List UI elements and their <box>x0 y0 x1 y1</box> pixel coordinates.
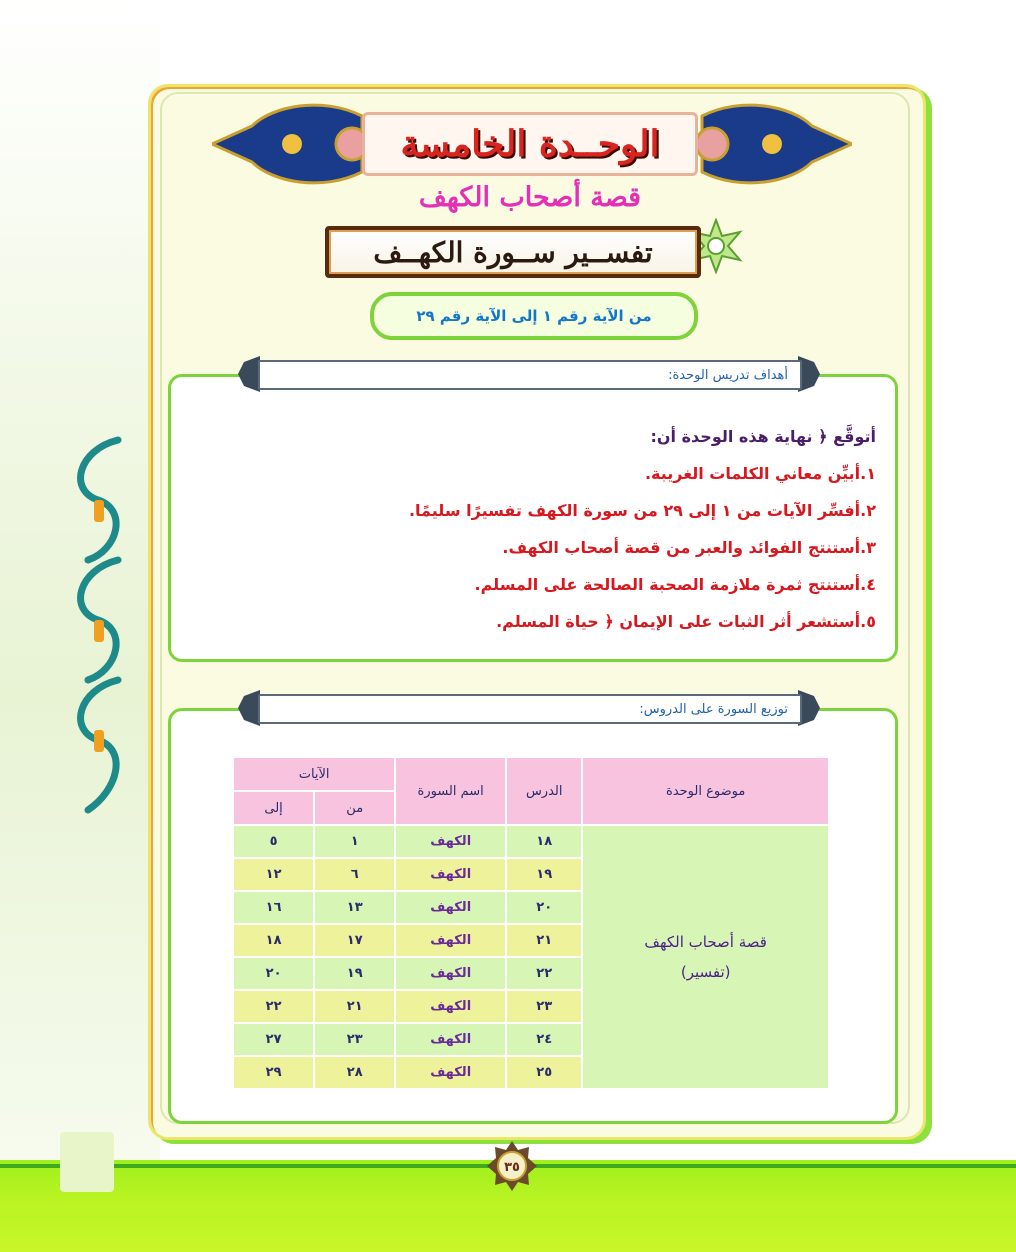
goal-item: ١.أبيِّن معاني الكلمات الغريبة. <box>644 464 876 483</box>
to-cell: ١٦ <box>233 891 314 924</box>
to-cell: ٢٧ <box>233 1023 314 1056</box>
goal-item: ٣.أستنتج الفوائد والعبر من قصة أصحاب الكهف. <box>502 538 876 557</box>
topic-line-2: (تفسير) <box>680 963 731 981</box>
goals-heading: أهداف تدريس الوحدة: <box>258 360 802 390</box>
unit-title: الوحــدة الخامسة <box>362 112 698 176</box>
col-lesson: الدرس <box>506 757 582 825</box>
lesson-cell: ١٨ <box>506 825 582 858</box>
to-cell: ٢٢ <box>233 990 314 1023</box>
topic-line-1: قصة أصحاب الكهف <box>644 933 767 951</box>
from-cell: ٦ <box>314 858 395 891</box>
goals-lead: أتوقَّع ﴿ نهاية هذه الوحدة أن: <box>650 427 876 446</box>
surah-cell: الكهف <box>395 957 506 990</box>
from-cell: ١٣ <box>314 891 395 924</box>
to-cell: ٥ <box>233 825 314 858</box>
goal-item: ٥.أستشعر أثر الثبات على الإيمان ﴿ حياة المسلم. <box>496 612 876 631</box>
topic-cell <box>582 825 829 1089</box>
from-cell: ٢٨ <box>314 1056 395 1089</box>
distribution-table <box>232 756 830 1090</box>
col-topic: موضوع الوحدة <box>582 757 829 825</box>
page-number: ٣٥ <box>504 1160 520 1175</box>
from-cell: ٢١ <box>314 990 395 1023</box>
tafsir-title: تفســير ســورة الكهــف <box>325 226 701 278</box>
col-to: إلى <box>233 791 314 825</box>
goal-item: ٤.أستنتج ثمرة ملازمة الصحبة الصالحة على المسلم. <box>474 575 876 594</box>
publisher-logo-icon <box>60 1132 114 1192</box>
surah-cell: الكهف <box>395 1023 506 1056</box>
to-cell: ١٢ <box>233 858 314 891</box>
surah-cell: الكهف <box>395 1056 506 1089</box>
lesson-cell: ٢٥ <box>506 1056 582 1089</box>
to-cell: ١٨ <box>233 924 314 957</box>
lesson-cell: ٢٠ <box>506 891 582 924</box>
verse-range: من الآية رقم ١ إلى الآية رقم ٢٩ <box>370 292 698 340</box>
page-number-badge <box>486 1140 538 1192</box>
from-cell: ١٩ <box>314 957 395 990</box>
lesson-cell: ٢٣ <box>506 990 582 1023</box>
surah-cell: الكهف <box>395 891 506 924</box>
goal-item: ٢.أفسِّر الآيات من ١ إلى ٢٩ من سورة الكهف تفسيرًا سليمًا. <box>408 501 876 520</box>
col-verses: الآيات <box>233 757 395 791</box>
from-cell: ١٧ <box>314 924 395 957</box>
col-from: من <box>314 791 395 825</box>
to-cell: ٢٩ <box>233 1056 314 1089</box>
floral-ornament-icon <box>58 430 138 820</box>
surah-cell: الكهف <box>395 825 506 858</box>
table-row <box>233 825 829 858</box>
surah-cell: الكهف <box>395 990 506 1023</box>
lesson-cell: ٢٤ <box>506 1023 582 1056</box>
from-cell: ١ <box>314 825 395 858</box>
distribution-heading: توزيع السورة على الدروس: <box>258 694 802 724</box>
from-cell: ٢٣ <box>314 1023 395 1056</box>
header-cap-left-icon <box>238 690 260 726</box>
lesson-cell: ١٩ <box>506 858 582 891</box>
lesson-cell: ٢٢ <box>506 957 582 990</box>
col-surah: اسم السورة <box>395 757 506 825</box>
story-title: قصة أصحاب الكهف <box>418 182 642 213</box>
goals-list <box>176 418 876 640</box>
to-cell: ٢٠ <box>233 957 314 990</box>
surah-cell: الكهف <box>395 924 506 957</box>
lesson-cell: ٢١ <box>506 924 582 957</box>
surah-cell: الكهف <box>395 858 506 891</box>
header-cap-left-icon <box>238 356 260 392</box>
